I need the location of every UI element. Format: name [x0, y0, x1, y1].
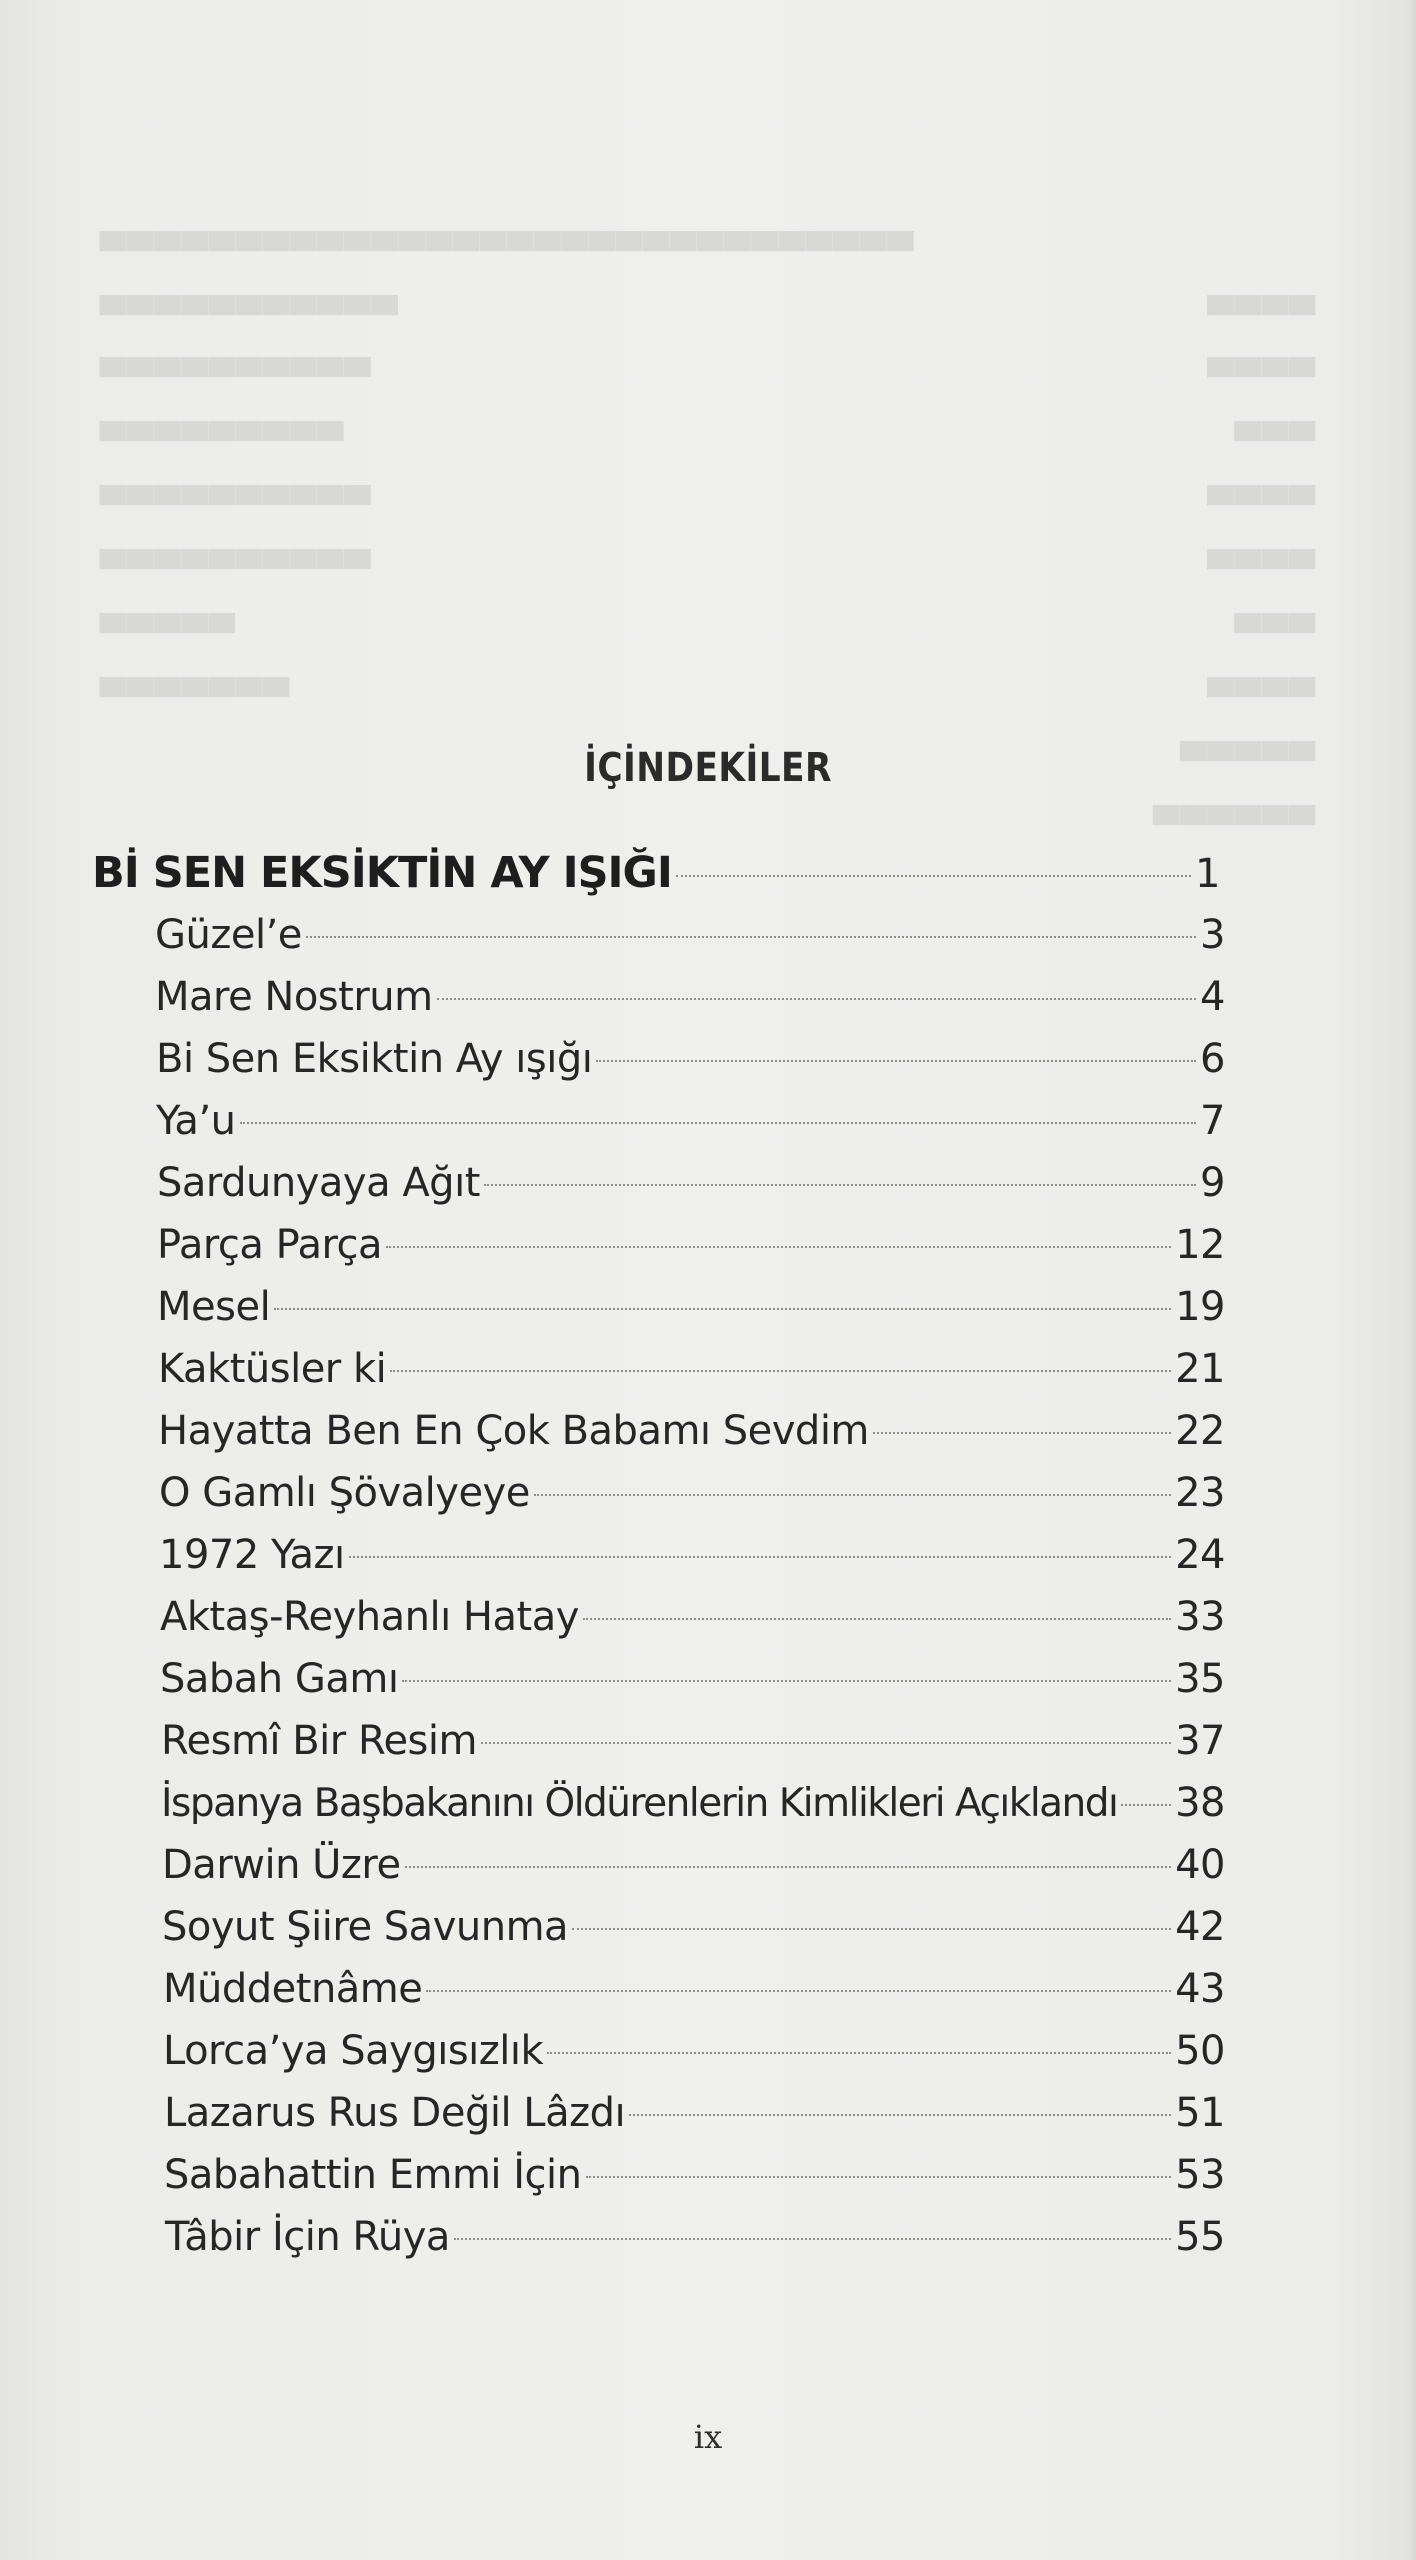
dot-leader — [586, 2176, 1172, 2178]
dot-leader — [873, 1432, 1171, 1434]
toc-entry-page: 38 — [1175, 1780, 1225, 1826]
toc-entry-title: Parça Parça — [157, 1222, 383, 1268]
toc-entry-page: 4 — [1200, 974, 1225, 1020]
dot-leader — [240, 1122, 1197, 1124]
toc-entry-page: 53 — [1175, 2152, 1225, 2198]
toc-entry-page: 50 — [1175, 2028, 1225, 2074]
toc-entry-title: O Gamlı Şövalyeye — [159, 1470, 530, 1516]
toc-entry-page: 19 — [1175, 1284, 1225, 1330]
show-through-line: ▀▀▀▀▀▀▀ — [100, 678, 291, 718]
toc-entry-page: 55 — [1175, 2214, 1225, 2260]
toc-entry-title: Tâbir İçin Rüya — [165, 2214, 450, 2260]
dot-leader — [481, 1742, 1171, 1744]
toc-entry[interactable] — [158, 1339, 1225, 1399]
toc-entry-title: Ya’u — [156, 1098, 236, 1144]
dot-leader — [274, 1308, 1171, 1310]
toc-entry-page: 37 — [1175, 1718, 1225, 1764]
show-through-line: ▀▀▀ — [1234, 614, 1316, 654]
dot-leader — [547, 2052, 1171, 2054]
toc-entry[interactable] — [158, 1401, 1225, 1461]
toc-entry-page: 51 — [1175, 2090, 1225, 2136]
toc-entry-page: 35 — [1175, 1656, 1225, 1702]
toc-section[interactable] — [92, 843, 1220, 903]
toc-entry[interactable] — [160, 1649, 1225, 1709]
toc-entry[interactable] — [164, 2083, 1225, 2143]
show-through-line: ▀▀▀▀▀ — [100, 614, 236, 654]
toc-entry[interactable] — [159, 1463, 1225, 1523]
show-through-line: ▀▀▀▀▀▀▀▀▀ — [100, 422, 345, 462]
dot-leader — [437, 998, 1196, 1000]
toc-entry-title: Sabahattin Emmi İçin — [164, 2152, 582, 2198]
toc-heading: İÇİNDEKİLER — [584, 744, 832, 791]
toc-entry[interactable] — [165, 2207, 1225, 2267]
show-through-line: ▀▀▀▀ — [1207, 486, 1316, 526]
show-through-line: ▀▀▀▀▀▀▀▀▀▀ — [100, 358, 372, 398]
toc-entry-title: Soyut Şiire Savunma — [162, 1904, 569, 1950]
toc-entry-page: 33 — [1175, 1594, 1225, 1640]
toc-entry-title: Aktaş-Reyhanlı Hatay — [160, 1594, 579, 1640]
toc-entry-title: Bi Sen Eksiktin Ay ışığı — [156, 1036, 593, 1082]
show-through-line: ▀▀▀▀ — [1207, 296, 1316, 336]
toc-entry[interactable] — [159, 1525, 1225, 1585]
toc-entry[interactable] — [156, 1029, 1225, 1089]
toc-entry-page: 7 — [1200, 1098, 1225, 1144]
toc-section-title: Bİ SEN EKSİKTİN AY IŞIĞI — [92, 848, 672, 898]
toc-entry-title: İspanya Başbakanını Öldürenlerin Kimlikleri Açıklandı — [161, 1781, 1118, 1826]
toc-entry-title: Sardunyaya Ağıt — [157, 1160, 480, 1206]
dot-leader — [572, 1928, 1171, 1930]
toc-entry-title: Mare Nostrum — [155, 974, 433, 1020]
dot-leader — [534, 1494, 1171, 1496]
show-through-line: ▀▀▀▀▀▀▀▀▀▀▀▀▀▀▀▀▀▀▀▀▀▀▀▀▀▀▀▀▀▀ — [100, 232, 915, 272]
show-through-line: ▀▀▀▀▀▀▀▀▀▀▀ — [100, 296, 399, 336]
dot-leader — [386, 1246, 1171, 1248]
page-edge-shadow — [1408, 0, 1416, 2560]
dot-leader — [390, 1370, 1171, 1372]
toc-entry[interactable] — [162, 1835, 1225, 1895]
show-through-line: ▀▀▀▀ — [1207, 678, 1316, 718]
dot-leader — [405, 1866, 1171, 1868]
toc-entry[interactable] — [161, 1711, 1225, 1771]
toc-entry[interactable] — [164, 2145, 1225, 2205]
dot-leader — [596, 1060, 1196, 1062]
show-through-line: ▀▀▀▀ — [1207, 358, 1316, 398]
toc-entry-title: Darwin Üzre — [162, 1842, 401, 1888]
toc-entry[interactable] — [160, 1587, 1225, 1647]
toc-entry-title: Kaktüsler ki — [158, 1346, 387, 1392]
toc-entry[interactable] — [157, 1277, 1225, 1337]
show-through-line: ▀▀▀▀▀▀▀▀▀▀ — [100, 550, 372, 590]
toc-entry-page: 22 — [1175, 1408, 1225, 1454]
toc-entry-page: 40 — [1175, 1842, 1225, 1888]
toc-entry[interactable] — [157, 1153, 1225, 1213]
show-through-line: ▀▀▀▀ — [1207, 550, 1316, 590]
show-through-line: ▀▀▀▀▀▀ — [1153, 806, 1316, 846]
toc-entry-title: Mesel — [157, 1284, 271, 1330]
toc-entry-page: 23 — [1175, 1470, 1225, 1516]
toc-entry[interactable] — [156, 1091, 1225, 1151]
toc-section-page: 1 — [1195, 851, 1220, 897]
show-through-line: ▀▀▀▀▀▀▀▀▀▀ — [100, 486, 372, 526]
toc-entry-page: 12 — [1175, 1222, 1225, 1268]
toc-entry-title: Lorca’ya Saygısızlık — [163, 2028, 544, 2074]
toc-entry-page: 3 — [1200, 912, 1225, 958]
toc-entry-title: Güzel’e — [155, 912, 302, 958]
toc-entry[interactable] — [163, 1959, 1225, 2019]
toc-entry-title: 1972 Yazı — [159, 1532, 345, 1578]
toc-entry-page: 6 — [1200, 1036, 1225, 1082]
dot-leader — [484, 1184, 1196, 1186]
toc-entry-title: Sabah Gamı — [160, 1656, 399, 1702]
toc-entry[interactable] — [155, 905, 1225, 965]
toc-entry-title: Resmî Bir Resim — [161, 1718, 477, 1764]
show-through-line: ▀▀▀ — [1234, 422, 1316, 462]
dot-leader — [402, 1680, 1171, 1682]
dot-leader — [454, 2238, 1171, 2240]
toc-entry-page: 9 — [1200, 1160, 1225, 1206]
toc-entry-page: 24 — [1175, 1532, 1225, 1578]
toc-entry[interactable] — [161, 1773, 1225, 1833]
dot-leader — [426, 1990, 1171, 1992]
toc-entry-page: 42 — [1175, 1904, 1225, 1950]
dot-leader — [583, 1618, 1171, 1620]
toc-entry[interactable] — [162, 1897, 1225, 1957]
toc-entry-page: 21 — [1175, 1346, 1225, 1392]
toc-entry[interactable] — [157, 1215, 1225, 1275]
dot-leader — [676, 875, 1191, 877]
toc-entry-page: 43 — [1175, 1966, 1225, 2012]
toc-entry-title: Hayatta Ben En Çok Babamı Sevdim — [158, 1408, 869, 1454]
toc-entry[interactable] — [155, 967, 1225, 1027]
dot-leader — [1121, 1804, 1171, 1806]
toc-entry-title: Lazarus Rus Değil Lâzdı — [164, 2090, 626, 2136]
dot-leader — [306, 936, 1196, 938]
dot-leader — [629, 2114, 1171, 2116]
show-through-line: ▀▀▀▀▀ — [1180, 742, 1316, 782]
page-number: ix — [693, 2418, 723, 2456]
toc-entry-title: Müddetnâme — [163, 1966, 423, 2012]
dot-leader — [349, 1556, 1172, 1558]
toc-entry[interactable] — [163, 2021, 1225, 2081]
